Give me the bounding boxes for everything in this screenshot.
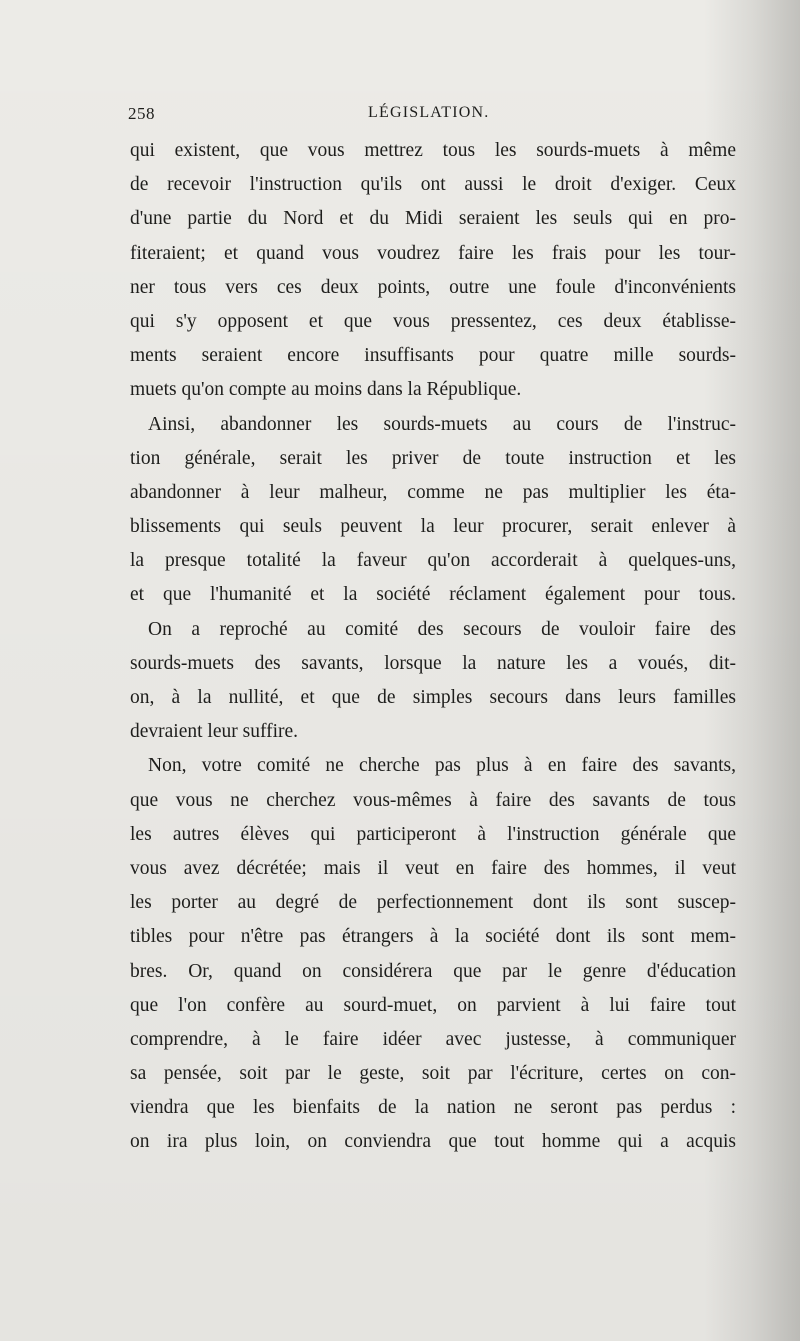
text-line: la presque totalité la faveur qu'on accorderait à quelques-uns, [130, 550, 736, 572]
paragraph-start-line: Ainsi, abandonner les sourds-muets au cours de l'instruc- [148, 413, 736, 435]
text-line: sa pensée, soit par le geste, soit par l'écriture, certes on con- [130, 1063, 736, 1085]
text-line: les porter au degré de perfectionnement dont ils sont suscep- [130, 892, 736, 914]
text-line: vous avez décrétée; mais il veut en faire des hommes, il veut [130, 857, 736, 879]
paragraph-end-line: devraient leur suffire. [130, 721, 299, 743]
text-line: de recevoir l'instruction qu'ils ont aussi le droit d'exiger. Ceux [130, 174, 736, 196]
text-line: viendra que les bienfaits de la nation ne seront pas perdus : [130, 1097, 736, 1119]
text-line: abandonner à leur malheur, comme ne pas multiplier les éta- [130, 481, 736, 503]
text-line: ner tous vers ces deux points, outre une foule d'inconvénients [130, 276, 736, 298]
text-line: que l'on confère au sourd-muet, on parvient à lui faire tout [130, 994, 736, 1016]
text-line: d'une partie du Nord et du Midi seraient les seuls qui en pro- [130, 208, 736, 230]
page-number: 258 [128, 104, 155, 123]
text-line: on, à la nullité, et que de simples secours dans leurs familles [130, 687, 736, 708]
text-line: qui s'y opposent et que vous pressentez, ces deux établisse- [130, 310, 736, 332]
paragraph-end-line: muets qu'on compte au moins dans la République. [130, 379, 522, 401]
text-line: que vous ne cherchez vous-mêmes à faire des savants de tous [130, 789, 736, 811]
paragraph-start-line: Non, votre comité ne cherche pas plus à en faire des savants, [148, 755, 736, 777]
text-line: bres. Or, quand on considérera que par le genre d'éducation [130, 960, 736, 982]
text-line: fiteraient; et quand vous voudrez faire les frais pour les tour- [130, 242, 736, 264]
text-line: qui existent, que vous mettrez tous les sourds-muets à même [130, 140, 736, 161]
text-line: et que l'humanité et la société réclament également pour tous. [130, 584, 736, 606]
text-line: les autres élèves qui participeront à l'instruction générale que [130, 823, 736, 845]
text-line: ments seraient encore insuffisants pour quatre mille sourds- [130, 345, 736, 367]
text-line: blissements qui seuls peuvent la leur procurer, serait enlever à [130, 516, 736, 538]
running-head [128, 104, 738, 130]
text-line: tion générale, serait les priver de toute instruction et les [130, 447, 736, 469]
text-line: sourds-muets des savants, lorsque la nature les a voués, dit- [130, 652, 736, 674]
text-line: on ira plus loin, on conviendra que tout homme qui a acquis [130, 1131, 736, 1153]
text-line: comprendre, à le faire idéer avec justesse, à communiquer [130, 1028, 736, 1050]
section-title: LÉGISLATION. [368, 104, 490, 121]
paragraph-start-line: On a reproché au comité des secours de vouloir faire des [148, 618, 736, 640]
body-text [130, 134, 736, 1160]
text-line: tibles pour n'être pas étrangers à la société dont ils sont mem- [130, 926, 736, 948]
